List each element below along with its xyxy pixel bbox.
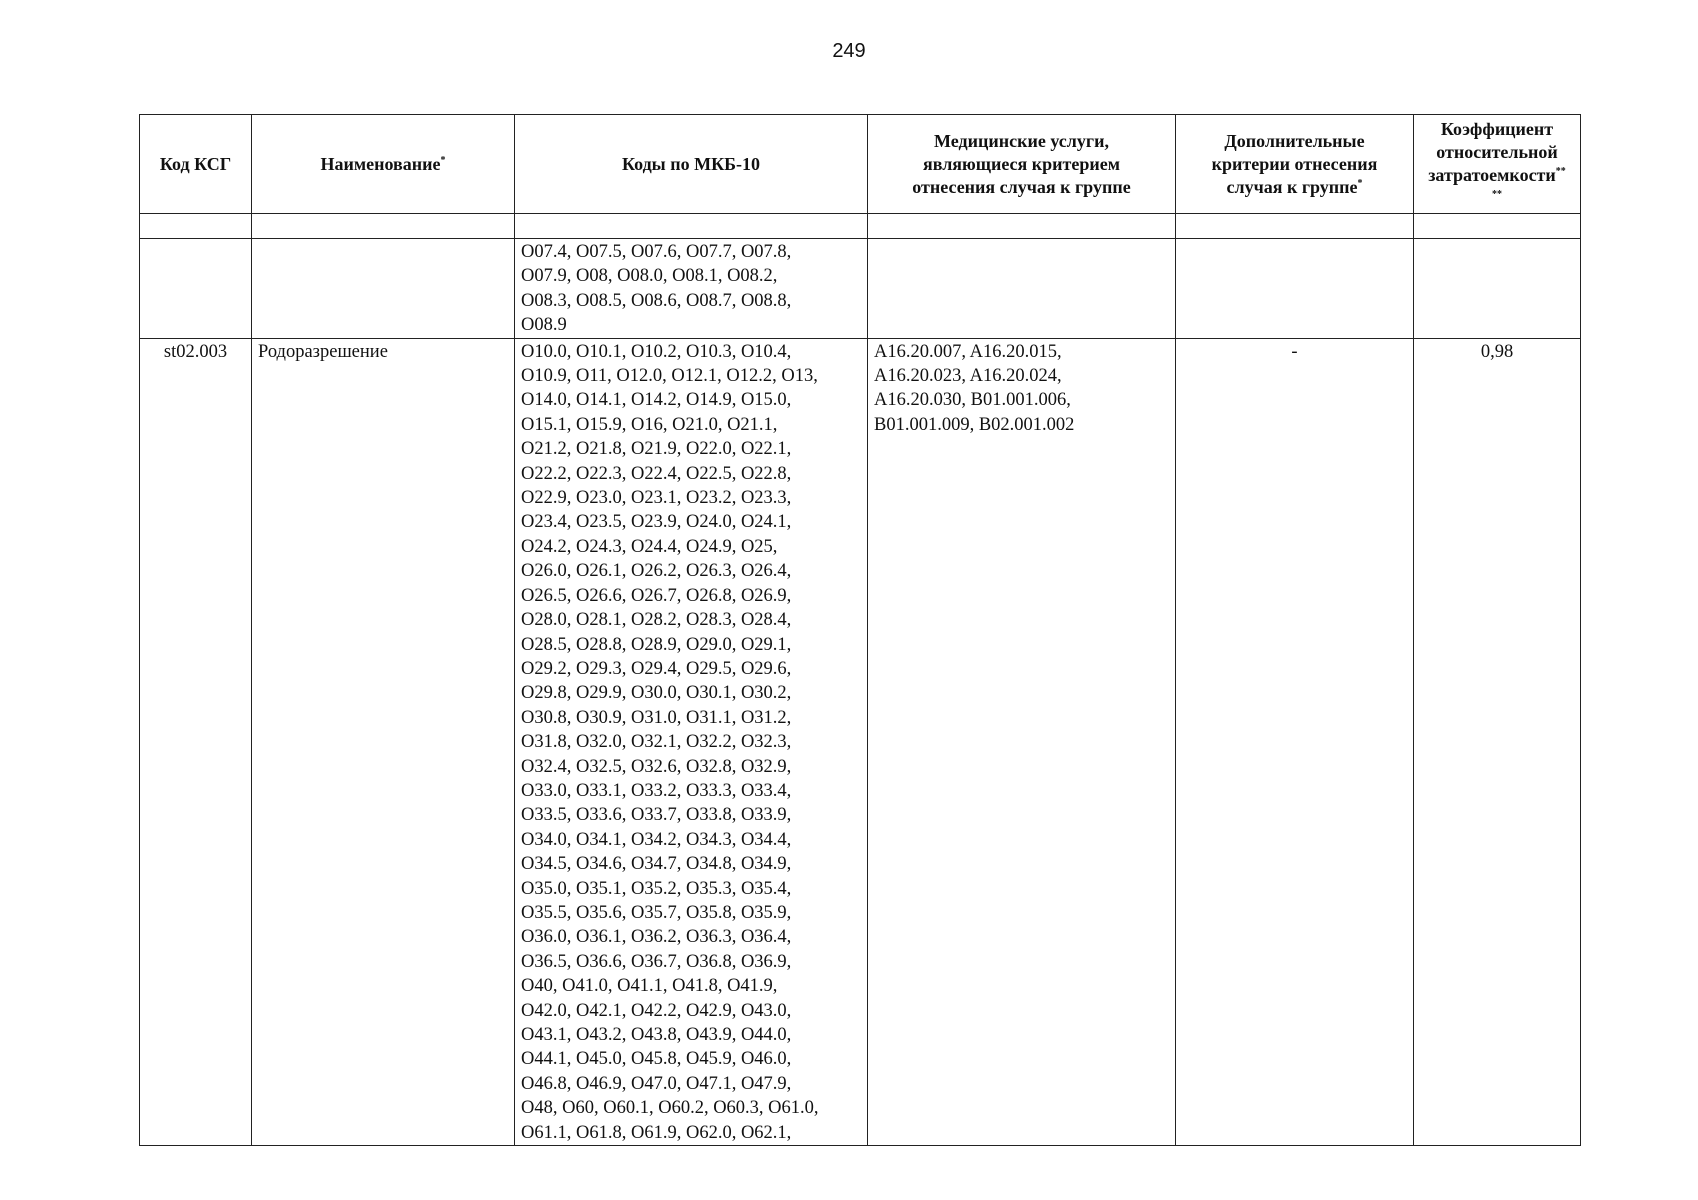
ksg-table	[139, 114, 1581, 1146]
icd-code-line: O46.8, O46.9, O47.0, O47.1, O47.9,	[521, 1073, 792, 1094]
header-row	[140, 115, 1581, 214]
icd-code-line: O35.5, O35.6, O35.7, O35.8, O35.9,	[521, 902, 792, 923]
icd-code-line: O28.5, O28.8, O28.9, O29.0, O29.1,	[521, 634, 792, 655]
icd-code-line: O29.8, O29.9, O30.0, O30.1, O30.2,	[521, 683, 792, 704]
icd-code-line: O40, O41.0, O41.1, O41.8, O41.9,	[521, 976, 778, 997]
icd-code-line: O24.2, O24.3, O24.4, O24.9, O25,	[521, 536, 778, 557]
icd-code-line: O07.9, O08, O08.0, O08.1, O08.2,	[521, 266, 778, 287]
header-coef: Коэффициент относительной затратоемкости** **	[1414, 115, 1581, 214]
extra-cell: -	[1176, 338, 1414, 1145]
code-cell: st02.003	[140, 338, 252, 1145]
icd-code-line: O35.0, O35.1, O35.2, O35.3, O35.4,	[521, 878, 792, 899]
icd-code-line: O10.0, O10.1, O10.2, O10.3, O10.4,	[521, 341, 792, 362]
service-code-line: A16.20.023, A16.20.024,	[874, 366, 1062, 387]
name-cell	[252, 239, 515, 339]
icd-code-line: O22.2, O22.3, O22.4, O22.5, O22.8,	[521, 463, 792, 484]
spacer-row	[140, 214, 1581, 239]
header-code: Код КСГ	[140, 115, 252, 214]
service-code-line: A16.20.030, B01.001.006,	[874, 390, 1071, 411]
icd-code-line: O42.0, O42.1, O42.2, O42.9, O43.0,	[521, 1000, 792, 1021]
icd-code-line: O08.3, O08.5, O08.6, O08.7, O08.8,	[521, 290, 792, 311]
services-cell	[868, 239, 1176, 339]
icd-code-line: O22.9, O23.0, O23.1, O23.2, O23.3,	[521, 488, 792, 509]
services-cell	[868, 338, 1176, 1145]
icd-code-line: O08.9	[521, 315, 567, 336]
header-services: Медицинские услуги, являющиеся критерием отнесения случая к группе	[868, 115, 1176, 214]
icd-code-line: O36.0, O36.1, O36.2, O36.3, O36.4,	[521, 927, 792, 948]
icd-code-line: O61.1, O61.8, O61.9, O62.0, O62.1,	[521, 1122, 792, 1143]
name-cell: Родоразрешение	[252, 338, 515, 1145]
icd-code-line: O36.5, O36.6, O36.7, O36.8, O36.9,	[521, 951, 792, 972]
icd-code-line: O15.1, O15.9, O16, O21.0, O21.1,	[521, 414, 778, 435]
footnote-marker: **	[1492, 189, 1502, 200]
icd-code-line: O07.4, O07.5, O07.6, O07.7, O07.8,	[521, 242, 792, 262]
code-cell	[140, 239, 252, 339]
icd-code-line: O43.1, O43.2, O43.8, O43.9, O44.0,	[521, 1025, 792, 1045]
icd-code-line: O23.4, O23.5, O23.9, O24.0, O24.1,	[521, 512, 792, 533]
icd-code-line: O29.2, O29.3, O29.4, O29.5, O29.6,	[521, 658, 792, 679]
header-name: Наименование*	[252, 115, 515, 214]
icd-cell	[515, 338, 868, 1145]
service-code-line: A16.20.007, A16.20.015,	[874, 341, 1062, 362]
icd-code-line: O28.0, O28.1, O28.2, O28.3, O28.4,	[521, 610, 792, 631]
header-icd: Коды по МКБ-10	[515, 115, 868, 214]
icd-code-line: O14.0, O14.1, O14.2, O14.9, O15.0,	[521, 390, 792, 411]
icd-code-line: O48, O60, O60.1, O60.2, O60.3, O61.0,	[521, 1098, 819, 1119]
table-row	[140, 338, 1581, 1145]
footnote-marker: *	[440, 154, 446, 166]
icd-code-line: O26.0, O26.1, O26.2, O26.3, O26.4,	[521, 561, 792, 582]
icd-cell	[515, 239, 868, 339]
icd-code-line: O26.5, O26.6, O26.7, O26.8, O26.9,	[521, 585, 792, 606]
coef-cell: 0,98	[1414, 338, 1581, 1145]
icd-code-line: O21.2, O21.8, O21.9, O22.0, O22.1,	[521, 439, 792, 460]
header-extra: Дополнительные критерии отнесения случая к группе*	[1176, 115, 1414, 214]
icd-code-line: O10.9, O11, O12.0, O12.1, O12.2, O13,	[521, 366, 818, 387]
icd-code-line: O33.0, O33.1, O33.2, O33.3, O33.4,	[521, 780, 792, 801]
icd-code-line: O33.5, O33.6, O33.7, O33.8, O33.9,	[521, 805, 792, 826]
footnote-marker: *	[1357, 177, 1363, 189]
icd-code-line: O34.5, O34.6, O34.7, O34.8, O34.9,	[521, 854, 792, 875]
footnote-marker: **	[1555, 166, 1566, 177]
icd-code-line: O34.0, O34.1, O34.2, O34.3, O34.4,	[521, 829, 792, 850]
icd-code-line: O31.8, O32.0, O32.1, O32.2, O32.3,	[521, 732, 792, 753]
coef-cell	[1414, 239, 1581, 339]
table-row	[140, 239, 1581, 339]
icd-code-line: O44.1, O45.0, O45.8, O45.9, O46.0,	[521, 1049, 792, 1070]
page-number: 249	[832, 40, 866, 62]
extra-cell	[1176, 239, 1414, 339]
icd-code-line: O30.8, O30.9, O31.0, O31.1, O31.2,	[521, 707, 792, 728]
service-code-line: B01.001.009, B02.001.002	[874, 414, 1075, 435]
icd-code-line: O32.4, O32.5, O32.6, O32.8, O32.9,	[521, 756, 792, 777]
